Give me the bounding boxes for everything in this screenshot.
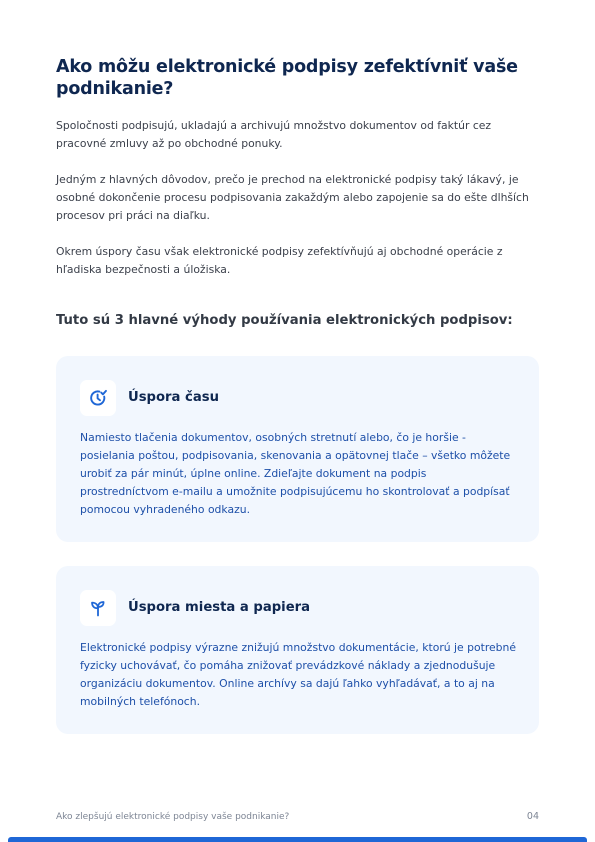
card-title: Úspora miesta a papiera <box>128 600 311 615</box>
clock-check-icon <box>80 380 116 416</box>
benefits-subheading: Tuto sú 3 hlavné výhody používania elektronických podpisov: <box>56 313 513 328</box>
card-text: Elektronické podpisy výrazne znižujú množstvo dokumentácie, ktorú je potrebné fyzicky uchovávať, čo pomáha znižovať prevádzkové náklady a zjednodušuje organizáciu dokumentov. Online archívy sa dajú ľahko vyhľadávať, a to aj na mobilných telefónoch. <box>80 641 516 708</box>
paragraph-efficiency: Okrem úspory času však elektronické podpisy zefektívňujú aj obchodné operácie z hľadiska bezpečnosti a úložiska. <box>56 245 503 276</box>
paragraph-reasons: Jedným z hlavných dôvodov, prečo je prechod na elektronické podpisy taký lákavý, je osobné dokončenie procesu podpisovania zakaždým alebo zapojenie sa do ešte dlhších procesov pri práci na diaľku. <box>56 173 529 222</box>
card-text: Namiesto tlačenia dokumentov, osobných stretnutí alebo, čo je horšie - posielania poštou, podpisovania, skenovania a opätovnej tlače – všetko môžete urobiť za pár minút, úplne online. Zdieľajte dokument na podpis prostredníctvom e-mailu a umožnite podpisujúcemu ho skontrolovať a podpísať pomocou vyhradeného odkazu. <box>80 431 511 516</box>
benefit-card-space <box>56 566 539 734</box>
sprout-icon <box>80 590 116 626</box>
card-title: Úspora času <box>128 390 220 405</box>
page-heading: Ako môžu elektronické podpisy zefektívniť vaše podnikanie? <box>56 57 518 99</box>
page-number: 04 <box>526 811 539 822</box>
benefit-card-time <box>56 356 539 542</box>
footer-accent-bar <box>8 837 587 842</box>
footer-title: Ako zlepšujú elektronické podpisy vaše podnikanie? <box>56 812 290 822</box>
paragraph-intro: Spoločnosti podpisujú, ukladajú a archivujú množstvo dokumentov od faktúr cez pracovné zmluvy až po obchodné ponuky. <box>56 119 492 150</box>
